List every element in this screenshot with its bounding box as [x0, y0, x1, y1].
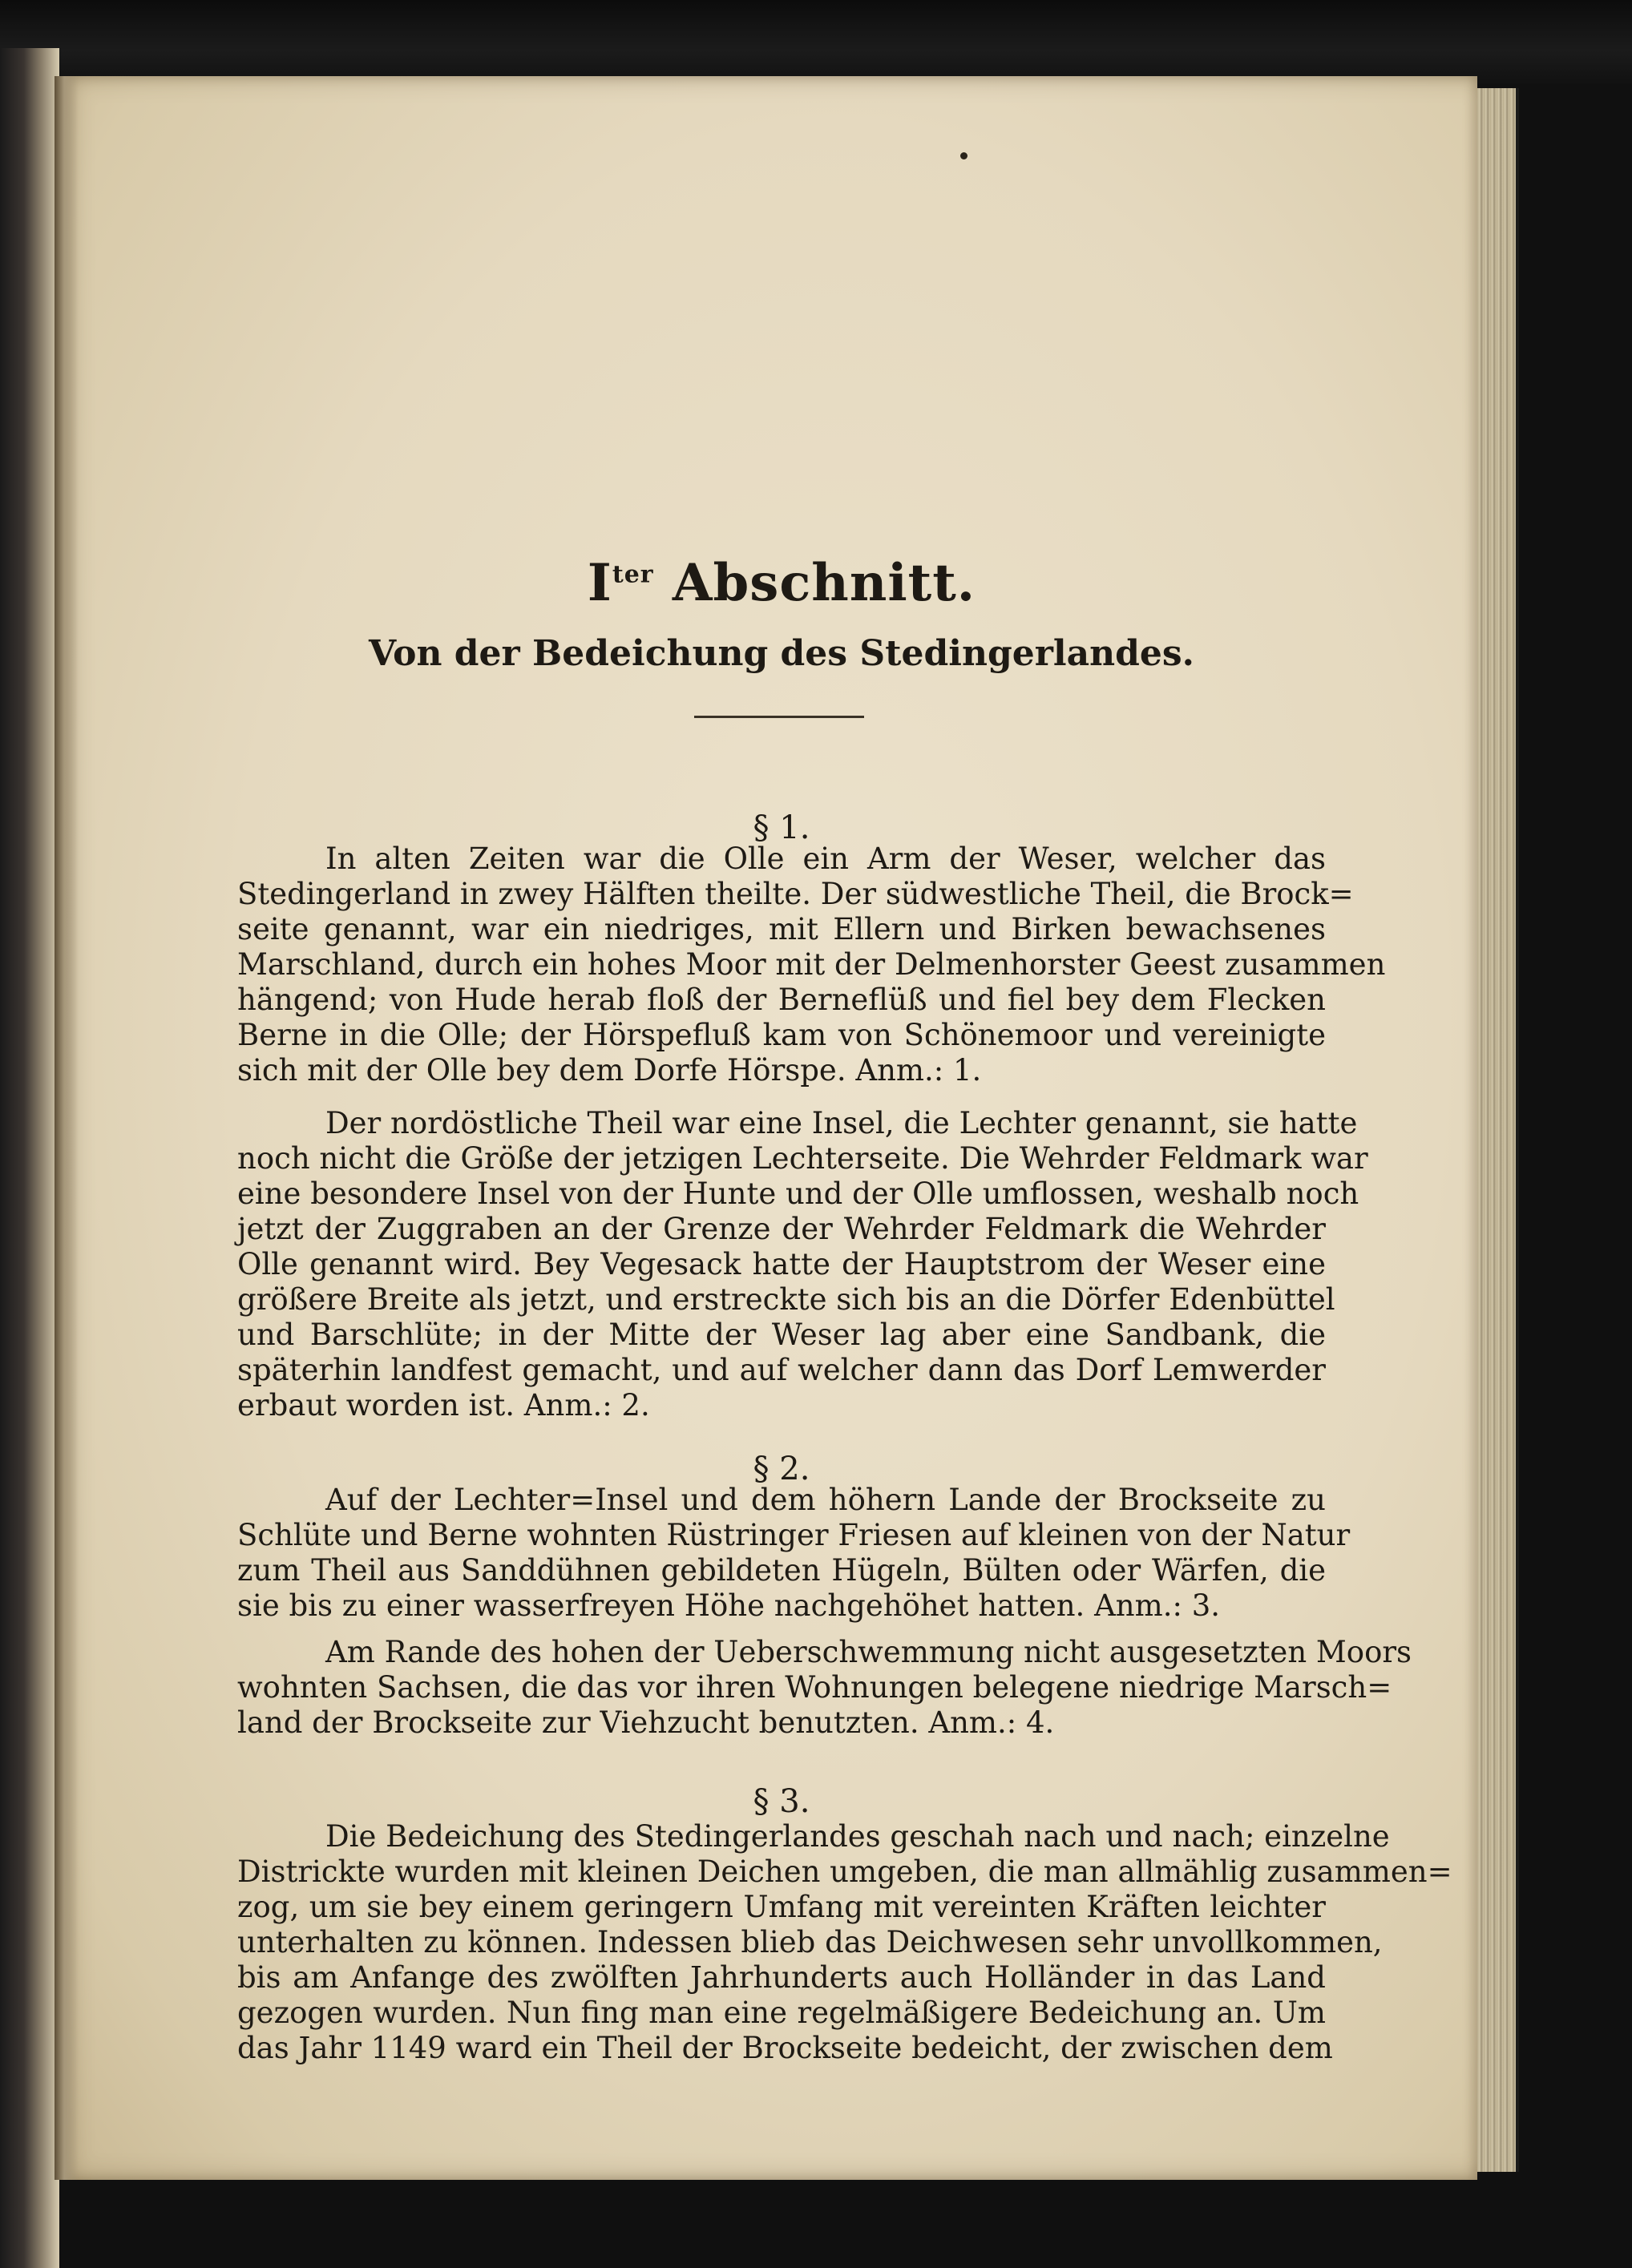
book-cover-edge — [0, 48, 59, 2268]
section-mark: § 3. — [753, 1783, 810, 1820]
text-line: noch nicht die Größe der jetzigen Lechterseite. Die Wehrder Feldmark war — [237, 1141, 1368, 1176]
page-gutter — [55, 76, 79, 2180]
paragraph — [237, 1106, 1368, 1423]
text-line: Die Bedeichung des Stedingerlandes geschah nach und nach; einzelne — [325, 1819, 1390, 1854]
text-line: das Jahr 1149 ward ein Theil der Brockseite bedeicht, der zwischen dem — [237, 2031, 1333, 2065]
ink-speck — [960, 152, 967, 159]
paragraph — [237, 1483, 1351, 1624]
heading-rule — [694, 716, 864, 718]
text-line: Districkte wurden mit kleinen Deichen umgeben, die man allmählig zusammen= — [237, 1854, 1452, 1889]
text-line: gezogen wurden. Nun fing man eine regelmäßigere Bedeichung an. Um — [237, 1996, 1326, 2030]
text-line: sie bis zu einer wasserfreyen Höhe nachgehöhet hatten. Anm.: 3. — [237, 1588, 1221, 1623]
text-line: und Barschlüte; in der Mitte der Weser lag aber eine Sandbank, die — [237, 1318, 1326, 1352]
text-line: bis am Anfange des zwölften Jahrhunderts auch Holländer in das Land — [237, 1960, 1326, 1995]
text-line: Berne in die Olle; der Hörspefluß kam von Schönemoor und vereinigte — [237, 1018, 1326, 1052]
text-line: jetzt der Zuggraben an der Grenze der Wehrder Feldmark die Wehrder — [237, 1212, 1326, 1246]
text-line: späterhin landfest gemacht, und auf welcher dann das Dorf Lemwerder — [237, 1353, 1326, 1387]
paragraph — [237, 1635, 1412, 1741]
text-line: Olle genannt wird. Bey Vegesack hatte der Hauptstrom der Weser eine — [237, 1247, 1326, 1281]
text-line: wohnten Sachsen, die das vor ihren Wohnungen belegene niedrige Marsch= — [237, 1670, 1392, 1705]
text-line: hängend; von Hude herab floß der Berneflüß und fiel bey dem Flecken — [237, 983, 1326, 1017]
text-line: erbaut worden ist. Anm.: 2. — [237, 1388, 650, 1423]
paragraph — [237, 841, 1386, 1088]
text-line: seite genannt, war ein niedriges, mit Ellern und Birken bewachsenes — [237, 912, 1326, 946]
book-spine-shadow — [0, 0, 1632, 84]
chapter-number-suffix: ter — [612, 560, 654, 589]
text-line: Auf der Lechter=Insel und dem höhern Lande der Brockseite zu — [325, 1483, 1326, 1517]
section-mark: § 1. — [753, 809, 810, 846]
text-line: Am Rande des hohen der Ueberschwemmung nicht ausgesetzten Moors — [325, 1635, 1412, 1669]
text-line: unterhalten zu können. Indessen blieb das Deichwesen sehr unvollkommen, — [237, 1925, 1383, 1959]
chapter-heading — [237, 553, 1326, 613]
chapter-title: Abschnitt. — [672, 553, 976, 613]
text-line: Marschland, durch ein hohes Moor mit der Delmenhorster Geest zusammen — [237, 947, 1386, 982]
text-line: zum Theil aus Sanddühnen gebildeten Hügeln, Bülten oder Wärfen, die — [237, 1553, 1326, 1588]
text-line: zog, um sie bey einem geringern Umfang mit vereinten Kräften leichter — [237, 1890, 1326, 1924]
text-line: eine besondere Insel von der Hunte und der Olle umflossen, weshalb noch — [237, 1176, 1359, 1211]
text-line: größere Breite als jetzt, und erstreckte sich bis an die Dörfer Edenbüttel — [237, 1282, 1335, 1317]
paragraph — [237, 1819, 1452, 2066]
text-line: Stedingerland in zwey Hälften theilte. Der südwestliche Theil, die Brock= — [237, 877, 1354, 911]
text-line: Schlüte und Berne wohnten Rüstringer Friesen auf kleinen von der Natur — [237, 1518, 1351, 1552]
page-edges — [1477, 88, 1519, 2172]
text-line: land der Brockseite zur Viehzucht benutzten. Anm.: 4. — [237, 1705, 1055, 1740]
text-line: Der nordöstliche Theil war eine Insel, die Lechter genannt, sie hatte — [325, 1106, 1358, 1140]
section-mark: § 2. — [753, 1451, 810, 1487]
text-line: In alten Zeiten war die Olle ein Arm der Weser, welcher das — [325, 841, 1326, 876]
chapter-number: I — [587, 553, 612, 613]
chapter-subtitle: Von der Bedeichung des Stedingerlandes. — [369, 633, 1194, 674]
text-line: sich mit der Olle bey dem Dorfe Hörspe. Anm.: 1. — [237, 1053, 982, 1088]
